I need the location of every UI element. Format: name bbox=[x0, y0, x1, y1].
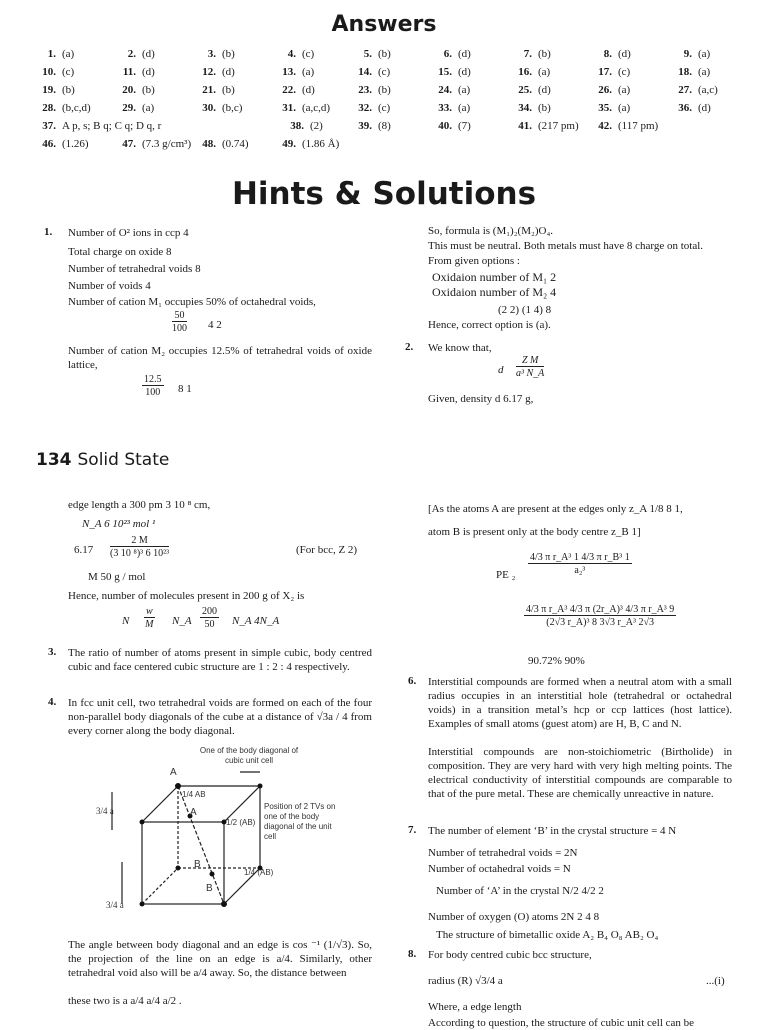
eq-left: 6.17 bbox=[74, 544, 94, 556]
answer-item: 24. (a) bbox=[438, 84, 471, 96]
answer-item: 30. (b,c) bbox=[202, 102, 243, 114]
answer-item: 31. (a,c,d) bbox=[282, 102, 331, 114]
n-expr: N bbox=[122, 615, 130, 627]
n-fraction: $\frac{200}{50}$ bbox=[202, 606, 217, 630]
answer-item: 35. (a) bbox=[598, 102, 631, 114]
q1-fraction-rest: 8 1 bbox=[178, 383, 192, 395]
q2-given: Given, density d 6.17 g, bbox=[428, 393, 534, 405]
answer-item: 10. (c) bbox=[42, 66, 75, 78]
q7-line: Number of octahedral voids = N bbox=[428, 863, 571, 875]
answer-item: 42. (117 pm) bbox=[598, 120, 659, 132]
answer-item: 2. (d) bbox=[127, 48, 155, 60]
q6-number: 6. bbox=[408, 675, 417, 687]
q2-d: d bbox=[498, 364, 504, 376]
formula-line: So, formula is (M₁)₂(M₂)O₄. bbox=[428, 225, 554, 237]
diagram-label-a: A bbox=[190, 807, 197, 818]
answer-item: 28. (b,c,d) bbox=[42, 102, 91, 114]
q8-number: 8. bbox=[408, 948, 417, 960]
answer-item: 27. (a,c) bbox=[678, 84, 718, 96]
q7-line: The number of element ‘B’ in the crystal structure = 4 N bbox=[428, 825, 677, 837]
diagram-label-ab: 1/4 (AB) bbox=[244, 868, 274, 877]
correct-option: Hence, correct option is (a). bbox=[428, 319, 551, 331]
diagram-label-a34: 3/4 a bbox=[106, 900, 124, 910]
oxidation-m2: Oxidaion number of M₂ 4 bbox=[432, 285, 557, 299]
q8-tag: ...(i) bbox=[706, 975, 725, 987]
q4-text: In fcc unit cell, two tetrahedral voids are formed on each of the four non-parallel body diagonals of the cube at a distance of √3a / 4 from every corner along the body diagonal. bbox=[68, 697, 372, 737]
answer-item: 22. (d) bbox=[282, 84, 315, 96]
answer-item: 12. (d) bbox=[202, 66, 235, 78]
diagram-label-b: B bbox=[206, 883, 213, 894]
answer-item: 29. (a) bbox=[122, 102, 155, 114]
answers-row bbox=[28, 66, 744, 84]
answer-item: 25. (d) bbox=[518, 84, 551, 96]
edge-length: edge length a 300 pm 3 10 ⁸ cm, bbox=[68, 499, 211, 511]
answer-item: 32. (c) bbox=[358, 102, 391, 114]
q7-line: Number of oxygen (O) atoms 2N 2 4 8 bbox=[428, 911, 600, 923]
answer-item: 8. (d) bbox=[603, 48, 631, 60]
answer-item: 1. (a) bbox=[47, 48, 75, 60]
answer-item: 16. (a) bbox=[518, 66, 551, 78]
q1-line: Total charge on oxide 8 bbox=[68, 246, 172, 258]
q7-line: Number of tetrahedral voids = 2N bbox=[428, 847, 578, 859]
answer-item: 3. (b) bbox=[207, 48, 235, 60]
avogadro: N_A 6 10²³ mol ¹ bbox=[82, 518, 156, 530]
answer-item: 11. (d) bbox=[122, 66, 155, 78]
answer-item: 39. (8) bbox=[358, 120, 391, 132]
molar-mass: M 50 g / mol bbox=[88, 571, 146, 583]
answer-item: 23. (b) bbox=[358, 84, 391, 96]
answer-item: 17. (c) bbox=[598, 66, 631, 78]
q1-line: Number of voids 4 bbox=[68, 280, 151, 292]
q1-line: Number of cation M₁ occupies 50% of octahedral voids, bbox=[68, 296, 316, 308]
answer-item: 5. (b) bbox=[363, 48, 391, 60]
answer-item: 13. (a) bbox=[282, 66, 315, 78]
answer-item: 40. (7) bbox=[438, 120, 471, 132]
answer-item: 9. (a) bbox=[683, 48, 711, 60]
pe-fraction: $\frac{\text{4/3 π r\_A³ 1 4/3 π r\_B³ 1}}{\text{a₂³}}$ bbox=[530, 552, 630, 576]
oxidation-m1: Oxidaion number of M₁ 2 bbox=[432, 270, 557, 284]
atoms-b: atom B is present only at the body centre z_B 1] bbox=[428, 526, 641, 538]
q8-line: For body centred cubic bcc structure, bbox=[428, 949, 592, 961]
diagram-label-a: A bbox=[170, 767, 177, 778]
q8-line: According to question, the structure of cubic unit cell can be bbox=[428, 1017, 695, 1029]
answer-item: 26. (a) bbox=[598, 84, 631, 96]
answer-item: 46. (1.26) bbox=[42, 138, 89, 150]
q1-line: Number of O² ions in ccp 4 bbox=[68, 227, 189, 239]
page-header: 134 Solid State bbox=[36, 450, 170, 470]
answers-row bbox=[28, 120, 744, 138]
q3-number: 3. bbox=[48, 646, 57, 658]
angle-text: The angle between body diagonal and an edge is cos ⁻¹ (1/√3). So, the projection of the line on an edge is a/4. Similarly, other tetrahedral void also will be a/4 away. So, the distance between bbox=[68, 939, 372, 979]
answer-item: 14. (c) bbox=[358, 66, 391, 78]
answer-item: 38. (2) bbox=[290, 120, 323, 132]
answer-item: 41. (217 pm) bbox=[518, 120, 579, 132]
q8-line: radius (R) √3/4 a bbox=[428, 975, 503, 987]
answer-item: 18. (a) bbox=[678, 66, 711, 78]
neutral-line: This must be neutral. Both metals must have 8 charge on total. bbox=[428, 240, 704, 252]
answers-grid bbox=[28, 48, 744, 156]
molecules-line: Hence, number of molecules present in 200 g of X₂ is bbox=[68, 590, 305, 602]
answer-item: 48. (0.74) bbox=[202, 138, 249, 150]
q1-line: Number of cation M₂ occupies 12.5% of tetrahedral voids of oxide lattice, bbox=[68, 345, 372, 371]
answers-row bbox=[28, 84, 744, 102]
diagram-label-b: B bbox=[194, 859, 201, 870]
q6-text: Interstitial compounds are formed when a neutral atom with a small radius occupies in an interstitial hole (tetrahedral or octahedral voids) in a transition metal’s hcp or ccp lattices (host lattice). Examples of small atoms (guest atom) are H, B, C and N. bbox=[428, 676, 732, 730]
answers-row bbox=[28, 102, 744, 120]
q1-number: 1. bbox=[44, 226, 53, 238]
answers-row bbox=[28, 138, 744, 156]
pe-label: PE ₂ bbox=[496, 569, 516, 581]
answer-item: 21. (b) bbox=[202, 84, 235, 96]
answer-item: 34. (b) bbox=[518, 102, 551, 114]
eq-note: (For bcc, Z 2) bbox=[296, 544, 358, 556]
q4-number: 4. bbox=[48, 696, 57, 708]
q7-number: 7. bbox=[408, 824, 417, 836]
answers-title: Answers bbox=[331, 12, 437, 37]
answer-item: 6. (d) bbox=[443, 48, 471, 60]
q1-fraction: $\frac{50}{100}$ bbox=[172, 310, 187, 334]
q7-line: The structure of bimetallic oxide A₂ B₄ O₈ AB₂ O₄ bbox=[436, 929, 659, 941]
n-end: N_A 4N_A bbox=[232, 615, 280, 627]
answer-item: 7. (b) bbox=[523, 48, 551, 60]
diagram-label-ab: 1/2 (AB) bbox=[226, 818, 256, 827]
atoms-a: [As the atoms A are present at the edges only z_A 1/8 8 1, bbox=[428, 503, 683, 515]
diagram-label-a34: 3/4 a bbox=[96, 806, 114, 816]
answer-item: 47. (7.3 g/cm³) bbox=[122, 138, 192, 150]
q2-number: 2. bbox=[405, 341, 414, 353]
answer-item: 36. (d) bbox=[678, 102, 711, 114]
answer-item: 4. (c) bbox=[287, 48, 315, 60]
answer-item: 20. (b) bbox=[122, 84, 155, 96]
options-line: From given options : bbox=[428, 255, 520, 267]
answer-item: 49. (1.86 Å) bbox=[282, 138, 340, 150]
hints-title: Hints & Solutions bbox=[231, 176, 537, 212]
diagram-label-ab: 1/4 AB bbox=[182, 790, 206, 799]
oxidation-sum: (2 2) (1 4) 8 bbox=[498, 304, 552, 316]
q2-line: We know that, bbox=[428, 342, 492, 354]
q3-text: The ratio of number of atoms present in simple cubic, body centred cubic and face centered cubic structure are 1 : 2 : 4 respectively. bbox=[68, 647, 372, 673]
q8-line: Where, a edge length bbox=[428, 1001, 522, 1013]
pe-fraction-2: $\frac{\text{4/3 π r\_A³ 4/3 π (2r\_A)³ 4/3 π r\_A³ 9}}{\text{(2√3 r\_A)³ 8 3√3 r\_A³ 2√3}}$ bbox=[526, 604, 675, 628]
answer-item: 37. A p, s; B q; C q; D q, r bbox=[42, 120, 162, 132]
fcc-diagonal-diagram bbox=[100, 742, 270, 932]
n-fraction: $\frac{w}{M}$ bbox=[145, 606, 154, 630]
answer-item: 33. (a) bbox=[438, 102, 471, 114]
q1-line: Number of tetrahedral voids 8 bbox=[68, 263, 201, 275]
q1-fraction-rest: 4 2 bbox=[208, 319, 222, 331]
diagram-caption-top: One of the body diagonal of cubic unit cell bbox=[199, 746, 299, 765]
q7-line: Number of ‘A’ in the crystal N/2 4/2 2 bbox=[436, 885, 604, 897]
distance-line: these two is a a/4 a/4 a/2 . bbox=[68, 995, 182, 1007]
answer-item: 19. (b) bbox=[42, 84, 75, 96]
pe-result: 90.72% 90% bbox=[528, 655, 585, 667]
n-mid: N_A bbox=[172, 615, 192, 627]
answers-row bbox=[28, 48, 744, 66]
q1-fraction: $\frac{12.5}{100}$ bbox=[144, 374, 162, 398]
eq-fraction: $\frac{2 M}{\text{(3 10 ⁸)³ 6 10²³}}$ bbox=[110, 535, 170, 559]
q2-fraction: $\frac{\text{Z M}}{\text{a³ N\_A}}$ bbox=[516, 355, 545, 379]
diagram-caption-right: Position of 2 TVs on one of the body diagonal of the unit cell bbox=[264, 802, 336, 841]
answer-item: 15. (d) bbox=[438, 66, 471, 78]
q6-text-2: Interstitial compounds are non-stoichiometric (Birtholide) in composition. They are very hard with very high melting points. The electrical conductivity of interstitial compounds are comparable to that of the pure metal. These are chemically unreactive in nature. bbox=[428, 746, 732, 800]
